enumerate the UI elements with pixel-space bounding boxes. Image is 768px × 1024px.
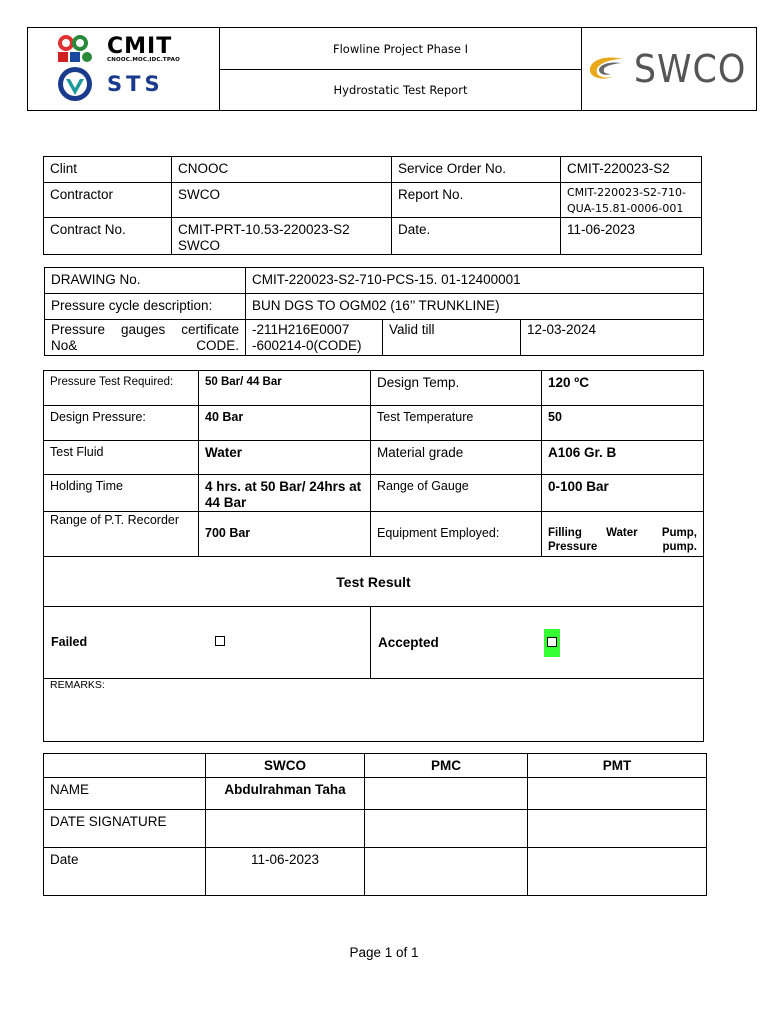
remarks-label: REMARKS: <box>50 679 105 691</box>
material-label: Material grade <box>371 441 542 475</box>
pmc-date-signature <box>365 810 528 848</box>
failed-cell <box>44 607 371 679</box>
accepted-cell <box>371 607 704 679</box>
swco-date-signature <box>206 810 365 848</box>
pressure-required-value: 50 Bar/ 44 Bar <box>199 371 371 406</box>
recorder-value: 700 Bar <box>199 512 371 557</box>
accepted-checkbox-highlight <box>544 629 560 657</box>
date-signature-label: DATE SIGNATURE <box>44 810 206 848</box>
name-label: NAME <box>44 778 206 810</box>
gauge-cert-value-1: -211H216E0007 <box>252 322 350 337</box>
drawing-table <box>44 267 704 356</box>
report-title: Hydrostatic Test Report <box>220 70 582 111</box>
design-temp-value: 120 ºC <box>542 371 704 406</box>
recorder-label: Range of P.T. Recorder <box>44 512 199 557</box>
contract-no-value: CMIT-PRT-10.53-220023-S2 SWCO <box>172 218 392 255</box>
contract-no-label: Contract No. <box>44 218 172 255</box>
report-no-label: Report No. <box>392 183 561 218</box>
signature-table <box>43 753 707 896</box>
failed-checkbox[interactable] <box>215 636 225 646</box>
col-pmc: PMC <box>365 754 528 778</box>
valid-till-value: 12-03-2024 <box>521 320 704 356</box>
service-order-value: CMIT-220023-S2 <box>561 157 702 183</box>
accepted-label: Accepted <box>378 634 439 650</box>
test-result-title: Test Result <box>44 557 704 607</box>
swco-date: 11-06-2023 <box>206 848 365 896</box>
test-fluid-label: Test Fluid <box>44 441 199 475</box>
contractor-label: Contractor <box>44 183 172 218</box>
cmit-wordmark: CMIT <box>107 33 173 59</box>
test-table <box>43 370 704 742</box>
signature-header-empty <box>44 754 206 778</box>
col-pmt: PMT <box>528 754 707 778</box>
swco-logo <box>582 47 756 91</box>
signature-date-label: Date <box>44 848 206 896</box>
left-logos <box>28 28 220 111</box>
sts-wordmark: STS <box>107 72 164 96</box>
drawing-label: DRAWING No. <box>45 268 246 294</box>
equipment-label: Equipment Employed: <box>371 512 542 557</box>
remarks-cell <box>44 679 704 742</box>
sts-logo <box>57 66 164 102</box>
right-logo <box>582 28 757 111</box>
report-no-value: CMIT-220023-S2-710-QUA-15.81-0006-001 <box>561 183 702 218</box>
gauge-cert-label: Pressure gauges certificate No& CODE. <box>45 320 246 356</box>
gauge-cert-value-2: -600214-0(CODE) <box>252 338 362 353</box>
design-pressure-value: 40 Bar <box>199 406 371 441</box>
sts-emblem-icon <box>57 66 93 102</box>
equipment-value: Filling Water Pump, Pressure pump. <box>542 512 704 557</box>
design-temp-label: Design Temp. <box>371 371 542 406</box>
pmc-date <box>365 848 528 896</box>
material-value: A106 Gr. B <box>542 441 704 475</box>
gauge-range-value: 0-100 Bar <box>542 475 704 512</box>
client-label: Clint <box>44 157 172 183</box>
accepted-checkbox[interactable] <box>547 637 557 647</box>
report-header <box>27 27 757 111</box>
date-value: 11-06-2023 <box>561 218 702 255</box>
test-temp-label: Test Temperature <box>371 406 542 441</box>
swco-wordmark: SWCO <box>633 47 747 91</box>
pmc-name <box>365 778 528 810</box>
drawing-value: CMIT-220023-S2-710-PCS-15. 01-12400001 <box>246 268 704 294</box>
info-table <box>43 156 702 255</box>
cmit-emblem-icon <box>55 34 105 64</box>
swco-swoosh-icon <box>587 53 625 85</box>
cmit-logo <box>55 34 180 64</box>
gauge-cert-value <box>246 320 383 356</box>
pressure-required-label: Pressure Test Required: <box>44 371 199 406</box>
cmit-subtitle: CNOOC.MOC.IDC.TPAO <box>107 56 180 63</box>
pmt-date-signature <box>528 810 707 848</box>
failed-label: Failed <box>51 635 88 649</box>
gauge-range-label: Range of Gauge <box>371 475 542 512</box>
col-swco: SWCO <box>206 754 365 778</box>
contractor-value: SWCO <box>172 183 392 218</box>
pmt-name <box>528 778 707 810</box>
holding-label: Holding Time <box>44 475 199 512</box>
design-pressure-label: Design Pressure: <box>44 406 199 441</box>
cycle-value: BUN DGS TO OGM02 (16’’ TRUNKLINE) <box>246 294 704 320</box>
test-temp-value: 50 <box>542 406 704 441</box>
valid-till-label: Valid till <box>383 320 521 356</box>
cycle-label: Pressure cycle description: <box>45 294 246 320</box>
project-title: Flowline Project Phase I <box>220 28 582 70</box>
test-fluid-value: Water <box>199 441 371 475</box>
pmt-date <box>528 848 707 896</box>
service-order-label: Service Order No. <box>392 157 561 183</box>
swco-name: Abdulrahman Taha <box>206 778 365 810</box>
client-value: CNOOC <box>172 157 392 183</box>
page-number: Page 1 of 1 <box>349 945 419 960</box>
holding-value: 4 hrs. at 50 Bar/ 24hrs at 44 Bar <box>199 475 371 512</box>
date-label: Date. <box>392 218 561 255</box>
